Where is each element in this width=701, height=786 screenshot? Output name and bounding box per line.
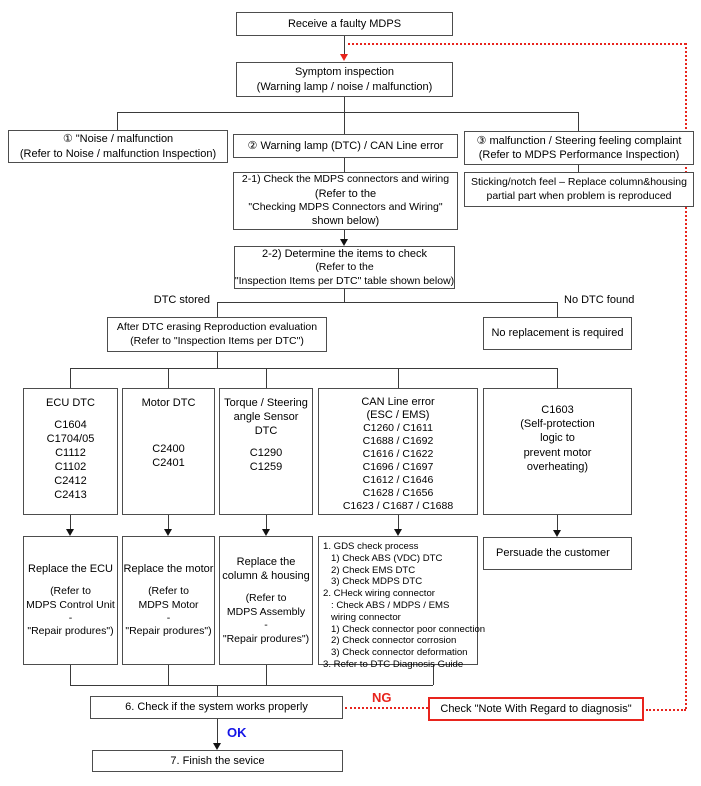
box-text: MDPS Assembly	[226, 605, 306, 618]
box-title: ECU DTC	[46, 397, 95, 409]
flow-line	[168, 368, 169, 388]
replace-column-housing-box	[219, 536, 313, 665]
dtc-code: C1102	[54, 461, 87, 474]
box-title: DTC	[254, 425, 278, 438]
box-text: (Refer to	[245, 592, 287, 605]
box-text: (Refer to	[148, 585, 189, 598]
box-text: After DTC erasing Reproduction evaluation	[116, 321, 318, 334]
box-text: Replace the ECU	[28, 563, 113, 576]
flow-line	[266, 665, 267, 685]
replace-motor-box	[122, 536, 215, 665]
box-text: 3) Check connector deformation	[323, 647, 468, 659]
dtc-code: C1696 / C1697	[362, 461, 434, 473]
no-dtc-found-label: No DTC found	[564, 294, 635, 306]
box-text: -	[166, 612, 171, 625]
arrowhead-down-icon	[213, 743, 221, 750]
no-replacement-box	[483, 317, 632, 350]
flow-line	[398, 368, 399, 388]
box-text: (Refer to the	[315, 261, 374, 274]
dtc-code: C1112	[55, 447, 86, 460]
flow-line	[557, 302, 558, 317]
box-text: MDPS Control Unit	[26, 598, 115, 611]
motor-dtc-box	[122, 388, 215, 515]
box-text: (Refer to the	[314, 187, 377, 200]
flow-line	[578, 165, 579, 172]
flow-line	[398, 515, 399, 530]
dtc-code-list	[250, 446, 282, 474]
arrowhead-down-icon	[164, 529, 172, 536]
flow-line	[344, 36, 345, 54]
arrowhead-down-icon	[553, 530, 561, 537]
flow-line	[344, 97, 345, 112]
dtc-code-list	[152, 442, 184, 470]
flow-line	[557, 515, 558, 531]
red-feedback-line	[646, 709, 686, 711]
persuade-customer-box	[483, 537, 632, 570]
ok-label: OK	[227, 725, 247, 740]
flow-line	[117, 112, 578, 113]
box-text: "Inspection Items per DTC" table shown below)	[234, 274, 455, 287]
dtc-code: C2401	[152, 457, 185, 470]
flow-line	[70, 515, 71, 530]
box-text: (Self-protection	[520, 418, 595, 431]
box-text: MDPS Motor	[138, 598, 199, 611]
dtc-stored-label: DTC stored	[153, 294, 210, 306]
torque-steering-sensor-dtc-box	[219, 388, 313, 515]
gds-check-process-box	[318, 536, 486, 670]
box-text: -	[68, 612, 73, 625]
box-text: No replacement is required	[491, 327, 624, 340]
flow-line	[266, 515, 267, 530]
flow-line	[557, 368, 558, 388]
flow-line	[344, 112, 345, 134]
flow-line	[217, 302, 218, 317]
box-text: 2. CHeck wiring connector	[323, 588, 435, 600]
box-text: overheating)	[526, 460, 589, 473]
flow-line	[70, 368, 557, 369]
dtc-code: C1290	[249, 447, 283, 460]
box-text: partial part when problem is reproduced	[486, 189, 672, 202]
box-text: column & housing	[222, 570, 310, 583]
box-text: Check "Note With Regard to diagnosis"	[440, 702, 632, 715]
replace-ecu-box	[23, 536, 118, 665]
box-text: 2) Check EMS DTC	[323, 564, 416, 576]
arrowhead-down-icon	[340, 239, 348, 246]
flow-line	[168, 515, 169, 530]
box-title: CAN Line error	[361, 396, 435, 408]
box-text: "Checking MDPS Connectors and Wiring"	[248, 201, 443, 213]
box-text: prevent motor	[523, 446, 592, 459]
arrowhead-down-icon	[66, 529, 74, 536]
red-feedback-line	[345, 707, 428, 709]
arrowhead-down-icon	[262, 529, 270, 536]
box-text: Persuade the customer	[496, 547, 610, 560]
box-title: Torque / Steering	[224, 397, 308, 409]
dtc-code: C1628 / C1656	[362, 487, 434, 499]
symptom-inspection-box	[236, 62, 453, 97]
box-text: shown below)	[311, 215, 380, 228]
box-text: Sticking/notch feel – Replace column&housing	[471, 176, 687, 189]
box-text: 6. Check if the system works properly	[125, 701, 308, 714]
flow-line	[217, 352, 218, 368]
noise-malfunction-box	[8, 130, 228, 163]
flow-line	[70, 368, 71, 388]
dtc-code: C1616 / C1622	[362, 448, 434, 460]
arrowhead-down-icon	[394, 529, 402, 536]
steering-feeling-complaint-box	[464, 131, 694, 165]
dtc-code: C1604	[54, 419, 87, 432]
dtc-code: C1612 / C1646	[362, 474, 434, 486]
box-text: 1. GDS check process	[323, 541, 419, 552]
box-text: (Refer to	[50, 585, 91, 598]
sticking-notch-feel-box	[464, 172, 694, 207]
ecu-dtc-box	[23, 388, 118, 515]
dtc-code: C1260 / C1611	[363, 422, 433, 434]
flow-line	[266, 368, 267, 388]
box-text: (Refer to MDPS Performance Inspection)	[478, 149, 680, 161]
note-with-regard-box	[428, 697, 644, 721]
flow-line	[217, 719, 218, 743]
dtc-code: C1259	[249, 461, 283, 474]
dtc-code-list	[47, 418, 95, 502]
c1603-self-protection-box	[483, 388, 632, 515]
flow-line	[168, 665, 169, 685]
flow-line	[578, 112, 579, 131]
warning-lamp-box	[233, 134, 458, 158]
box-text: "Repair produres")	[27, 625, 114, 638]
dtc-code: C2412	[54, 475, 87, 488]
box-text: 1) Check ABS (VDC) DTC	[323, 552, 443, 564]
dtc-code: C1704/05	[46, 433, 95, 446]
box-text: 2-1) Check the MDPS connectors and wiring	[241, 173, 450, 186]
after-dtc-erasing-box	[107, 317, 327, 352]
box-text: 3) Check MDPS DTC	[323, 576, 423, 588]
check-connectors-wiring-box	[233, 172, 458, 230]
box-text: Replace the	[236, 556, 296, 569]
red-feedback-line	[348, 43, 686, 45]
ng-label: NG	[372, 690, 392, 705]
dtc-code: C2413	[54, 489, 87, 502]
box-text: -	[264, 619, 268, 632]
box-text: 3. Refer to DTC Diagnosis Guide	[323, 658, 464, 670]
red-arrowhead-down-icon	[340, 54, 348, 61]
box-text: "Repair produres")	[125, 625, 212, 638]
check-system-box	[90, 696, 343, 719]
flow-line	[217, 302, 557, 303]
flow-line	[70, 665, 71, 685]
determine-items-box	[234, 246, 455, 289]
dtc-code: C2400	[152, 443, 185, 456]
flow-line	[117, 112, 118, 130]
finish-service-box	[92, 750, 343, 772]
box-text: "Repair produres")	[222, 632, 310, 645]
box-text: ② Warning lamp (DTC) / CAN Line error	[247, 139, 444, 152]
box-text: ③ malfunction / Steering feeling complaint	[476, 134, 682, 147]
box-title: (ESC / EMS)	[366, 409, 430, 421]
box-title: Motor DTC	[141, 397, 196, 409]
box-text: Replace the motor	[123, 563, 214, 576]
box-text: : Check ABS / MDPS / EMS	[323, 599, 450, 611]
box-text: 2-2) Determine the items to check	[261, 248, 428, 261]
box-text: 7. Finish the sevice	[170, 754, 265, 767]
box-text: Receive a faulty MDPS	[287, 17, 402, 30]
box-text: Symptom inspection	[294, 66, 395, 79]
box-text: logic to	[540, 432, 575, 445]
flow-line	[344, 289, 345, 302]
box-text: ① "Noise / malfunction	[62, 133, 174, 146]
flow-line	[344, 158, 345, 172]
box-text: 2) Check connector corrosion	[323, 635, 457, 647]
flow-line	[217, 685, 218, 696]
can-line-error-box	[318, 388, 478, 515]
box-text: 1) Check connector poor connection	[323, 623, 486, 635]
box-text: (Refer to "Inspection Items per DTC")	[130, 334, 304, 347]
box-text: (Warning lamp / noise / malfunction)	[256, 80, 433, 93]
box-text: (Refer to Noise / malfunction Inspection)	[19, 147, 217, 160]
dtc-code: C1623 / C1687 / C1688	[342, 500, 454, 512]
dtc-code: C1688 / C1692	[362, 435, 434, 447]
box-title: angle Sensor	[233, 411, 299, 424]
flow-line	[70, 685, 433, 686]
receive-faulty-mdps-box	[236, 12, 453, 36]
box-text: wiring connector	[323, 611, 401, 623]
box-text: C1603	[541, 404, 574, 417]
